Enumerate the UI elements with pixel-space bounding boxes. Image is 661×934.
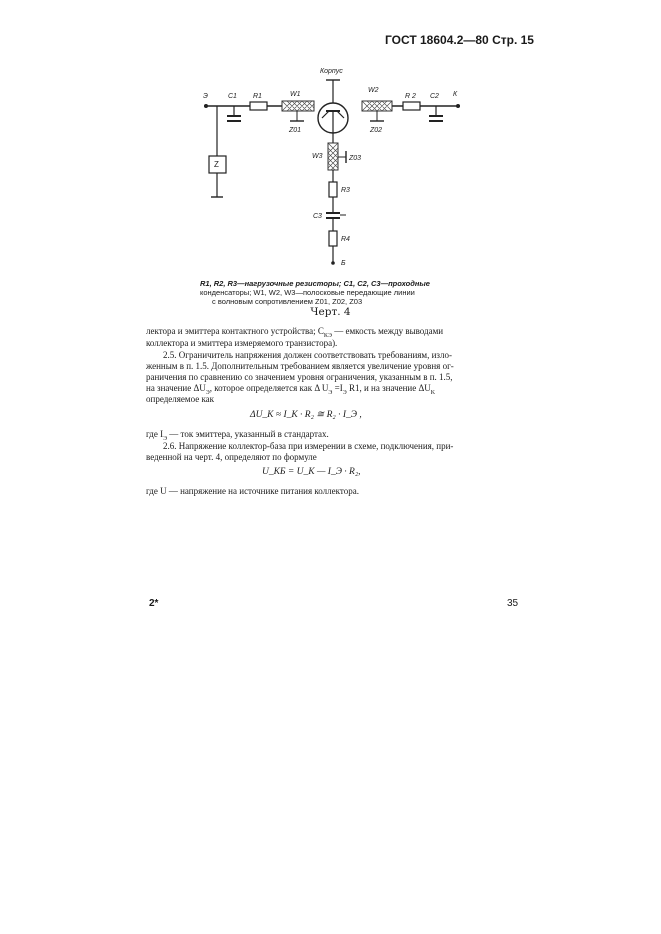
formula: U_КБ = U_К — I_Э · R₂,: [262, 467, 361, 477]
label-z01: Z01: [289, 127, 302, 134]
label-c3: C3: [313, 213, 322, 220]
subscript: Э: [205, 389, 210, 396]
caption-line: с волновым сопротивлением Z01, Z02, Z03: [212, 297, 363, 306]
resistor-r2: [403, 102, 420, 110]
figure-title: Черт. 4: [310, 306, 351, 318]
paragraph-line: 2.6. Напряжение коллектор-база при измерении в схеме, подключения, при-: [163, 441, 454, 451]
circuit-diagram: [195, 58, 485, 278]
paragraph-line: веденной на черт. 4, определяют по формуле: [146, 452, 317, 462]
label-b: Б: [341, 260, 346, 267]
text: лектора и эмиттера контактного устройства; C: [146, 326, 324, 336]
paragraph-line: где U — напряжение на источнике питания коллектора.: [146, 486, 359, 496]
resistor-r1: [250, 102, 267, 110]
label-z03: Z03: [349, 155, 362, 162]
formula: ΔU_К ≈ I_К · R₂ ≅ R₂ · I_Э ,: [250, 410, 362, 420]
subscript: КЭ: [323, 332, 332, 339]
text: R1, и на значение ΔU: [346, 383, 431, 393]
label-w2: W2: [368, 87, 379, 94]
subscript: Э: [163, 435, 168, 442]
label-c1: C1: [228, 93, 237, 100]
label-korpus: Корпус: [320, 68, 343, 75]
text: =I: [332, 383, 343, 393]
text: — емкость между выводами: [331, 326, 444, 336]
figure-caption: [200, 279, 470, 306]
text: на значение ΔU: [146, 383, 206, 393]
page-number: 35: [507, 598, 519, 609]
subscript: Э: [342, 389, 347, 396]
text: — ток эмиттера, указанный в стандартах.: [167, 429, 329, 439]
paragraph-line: 2.5. Ограничитель напряжения должен соответствовать требованиям, изло-: [163, 350, 452, 360]
page-header: ГОСТ 18604.2—80 Стр. 15: [385, 33, 534, 47]
text: где I: [146, 429, 164, 439]
label-r1: R1: [253, 93, 262, 100]
paragraph-line: женным в п. 1.5. Дополнительным требованием является увеличение уровня ог-: [146, 361, 454, 371]
subscript: K: [430, 389, 436, 396]
resistor-r4: [329, 231, 337, 246]
text: , которое определяется как Δ U: [209, 383, 329, 393]
label-r4: R4: [341, 236, 350, 243]
label-w3: W3: [312, 153, 323, 160]
label-k: К: [453, 91, 458, 98]
resistor-r3: [329, 182, 337, 197]
terminal-e: [204, 104, 208, 108]
terminal-k: [456, 104, 460, 108]
label-z: Z: [214, 160, 219, 169]
paragraph-line: коллектора и эмиттера измеряемого транзистора).: [146, 338, 338, 348]
paragraph-line: раничения по сравнению со значением уровня ограничения, указанным в п. 1.5,: [146, 372, 453, 382]
label-z02: Z02: [370, 127, 383, 134]
label-w1: W1: [290, 91, 301, 98]
caption-line: R1, R2, R3—нагрузочные резисторы; C1, C2, C3—проходные: [200, 279, 430, 288]
label-r2: R 2: [405, 93, 416, 100]
caption-line: конденсаторы; W1, W2, W3—полосковые передающие линии: [200, 288, 415, 297]
terminal-b: [331, 261, 335, 265]
label-r3: R3: [341, 187, 350, 194]
subscript: Э: [328, 389, 333, 396]
footer-left: 2*: [149, 598, 159, 609]
label-c2: C2: [430, 93, 439, 100]
label-e: Э: [203, 93, 208, 100]
paragraph-line: определяемое как: [146, 394, 215, 404]
